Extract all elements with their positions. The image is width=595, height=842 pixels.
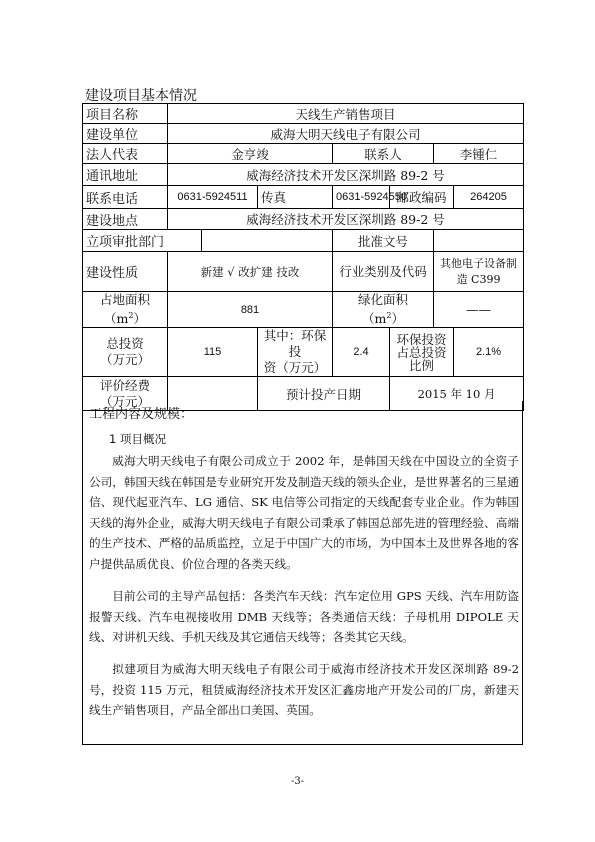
env-invest-value: 2.4 <box>333 328 390 377</box>
invest-label: 总投资 （万元） <box>83 328 168 377</box>
area-label: 占地面积 $(m^2)$ <box>83 292 168 328</box>
contact-label: 联系人 <box>333 144 434 164</box>
industry-value: 其他电子设备制造 C399 <box>434 252 524 292</box>
env-invest-label: 其中：环保投 资（万元） <box>258 328 333 377</box>
phone-value: 0631-5924511 <box>168 186 258 209</box>
legal-rep-value: 金亨竣 <box>168 144 333 164</box>
nature-label: 建设性质 <box>83 252 168 292</box>
area-value: 881 <box>168 292 333 328</box>
paragraph-main-products: 目前公司的主导产品包括：各类汽车天线：汽车定位用 GPS 天线、汽车用防盗报警天线、汽车电视接收用 DMB 天线等；各类通信天线：子母机用 DIPOLE 天线、对讲机天线、手机天线及其它通信天线等；各类其它天线。 <box>89 589 519 645</box>
postcode-label: 邮政编码 <box>390 186 454 209</box>
project-info-table <box>82 103 524 411</box>
approval-no-label: 批准文号 <box>333 230 434 252</box>
page-heading: 建设项目基本情况 <box>85 88 197 104</box>
env-ratio-label: 环保投资 占总投资 比例 <box>390 328 454 377</box>
approval-dept-value <box>202 230 333 252</box>
project-name-label: 项目名称 <box>83 104 168 124</box>
approval-dept-label: 立项审批部门 <box>83 230 202 252</box>
postcode-value: 264205 <box>454 186 524 209</box>
paragraph-company-overview: 威海大明天线电子有限公司成立于 2002 年，是韩国天线在中国设立的全资子公司，韩国天线在韩国是专业研究开发及制造天线的领头企业，是世界著名的三星通信、现代起亚汽车、LG 通信、SK 电信等公司指定的天线配套专业企业。作为韩国天线的海外企业，威海大明天线电子有限公司秉承了韩国总部先进的管理经验、高端的生产技术、严格的品质监控，立足于中国广大的市场，为中国本土及世界各地的客户提供品质优良、价位合理的各类天线。 <box>89 454 519 571</box>
industry-label: 行业类别及代码 <box>333 252 434 292</box>
address-value: 威海经济技术开发区深圳路 89-2 号 <box>168 164 524 186</box>
green-value: —— <box>434 292 524 328</box>
site-value: 威海经济技术开发区深圳路 89-2 号 <box>168 209 524 230</box>
page-number: -3- <box>290 776 305 787</box>
site-label: 建设地点 <box>83 209 168 230</box>
legal-rep-label: 法人代表 <box>83 144 168 164</box>
env-ratio-value: 2.1% <box>454 328 524 377</box>
project-name-value: 天线生产销售项目 <box>168 104 524 124</box>
nature-options: 新建 √ 改扩建 技改 <box>168 252 333 292</box>
fax-value: 0631-5924550 <box>333 186 390 209</box>
builder-label: 建设单位 <box>83 124 168 144</box>
address-label: 通讯地址 <box>83 164 168 186</box>
paragraph-proposed-project: 拟建项目为威海大明天线电子有限公司于威海市经济技术开发区深圳路 89-2 号，投资 115 万元，租赁威海经济技术开发区汇鑫房地产开发公司的厂房，新建天线生产销售项目，产品全部出口美国、英国。 <box>89 662 519 718</box>
builder-value: 威海大明天线电子有限公司 <box>168 124 524 144</box>
start-date-label: 预计投产日期 <box>258 377 390 411</box>
green-label: 绿化面积 $(m^2)$ <box>333 292 434 328</box>
eval-fee-label: 评价经费 （万元） <box>83 377 168 411</box>
contact-value: 李锺仁 <box>434 144 524 164</box>
fax-label: 传真 <box>258 186 333 209</box>
phone-label: 联系电话 <box>83 186 168 209</box>
section-title: 1 项目概况 <box>109 432 166 446</box>
invest-value: 115 <box>168 328 258 377</box>
project-scope-cell <box>82 401 523 745</box>
start-date-value: 2015 年 10 月 <box>390 377 524 411</box>
scope-title: 工程内容及规模： <box>89 407 194 422</box>
approval-no-value <box>434 230 524 252</box>
